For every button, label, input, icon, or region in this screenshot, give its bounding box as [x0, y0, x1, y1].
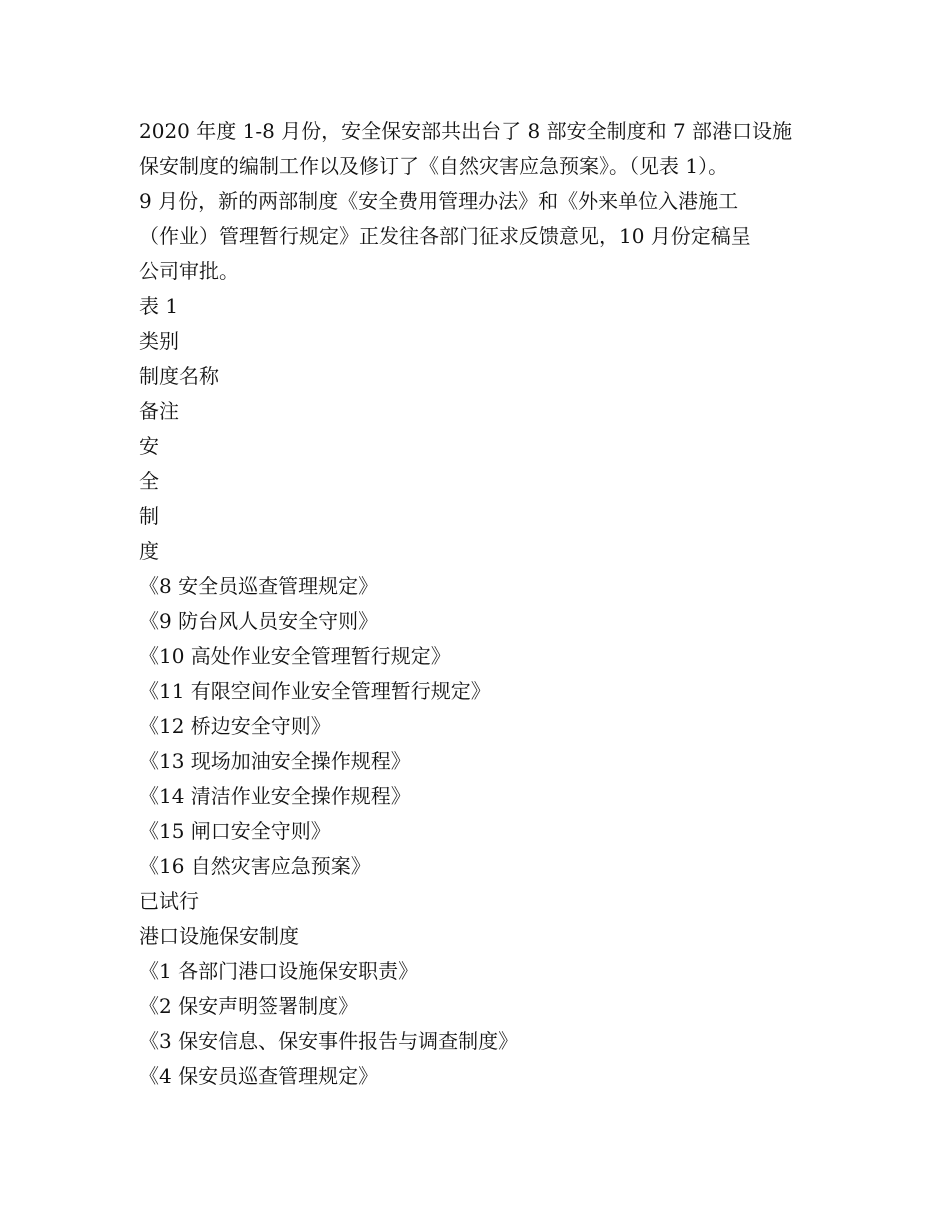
- safety-regulation-item: 《11 有限空间作业安全管理暂行规定》: [139, 679, 491, 703]
- safety-regulation-item: 《14 清洁作业安全操作规程》: [139, 784, 411, 808]
- paragraph-line: （作业）管理暂行规定》正发往各部门征求反馈意见，10 月份定稿呈: [139, 224, 751, 248]
- port-category: 港口设施保安制度: [139, 924, 299, 948]
- category-char: 制: [139, 504, 159, 528]
- paragraph-line: 保安制度的编制工作以及修订了《自然灾害应急预案》。（见表 1）。: [139, 154, 729, 178]
- table-header-name: 制度名称: [139, 364, 219, 388]
- intro-paragraph: [139, 114, 819, 289]
- paragraph-line: 公司审批。: [139, 259, 239, 283]
- category-char: 度: [139, 539, 159, 563]
- safety-regulation-item: 《8 安全员巡查管理规定》: [139, 574, 379, 598]
- paragraph-line: 2020 年度 1-8 月份，安全保安部共出台了 8 部安全制度和 7 部港口设施: [139, 119, 793, 143]
- paragraph-line: 9 月份，新的两部制度《安全费用管理办法》和《外来单位入港施工: [139, 189, 739, 213]
- safety-regulation-item: 《13 现场加油安全操作规程》: [139, 749, 411, 773]
- port-regulation-item: 《2 保安声明签署制度》: [139, 994, 359, 1018]
- table-header-category: 类别: [139, 329, 179, 353]
- safety-regulation-item: 《10 高处作业安全管理暂行规定》: [139, 644, 451, 668]
- safety-regulation-item: 《15 闸口安全守则》: [139, 819, 331, 843]
- port-regulation-item: 《3 保安信息、保安事件报告与调查制度》: [139, 1029, 519, 1053]
- safety-regulation-item: 《9 防台风人员安全守则》: [139, 609, 379, 633]
- document-body: [139, 114, 819, 1094]
- category-char: 全: [139, 469, 159, 493]
- category-char: 安: [139, 434, 159, 458]
- table-header-note: 备注: [139, 399, 179, 423]
- safety-regulation-item: 《16 自然灾害应急预案》: [139, 854, 371, 878]
- safety-regulation-item: 《12 桥边安全守则》: [139, 714, 331, 738]
- port-regulation-item: 《1 各部门港口设施保安职责》: [139, 959, 419, 983]
- table-caption: 表 1: [139, 294, 179, 318]
- safety-note: 已试行: [139, 889, 199, 913]
- port-regulation-item: 《4 保安员巡查管理规定》: [139, 1064, 379, 1088]
